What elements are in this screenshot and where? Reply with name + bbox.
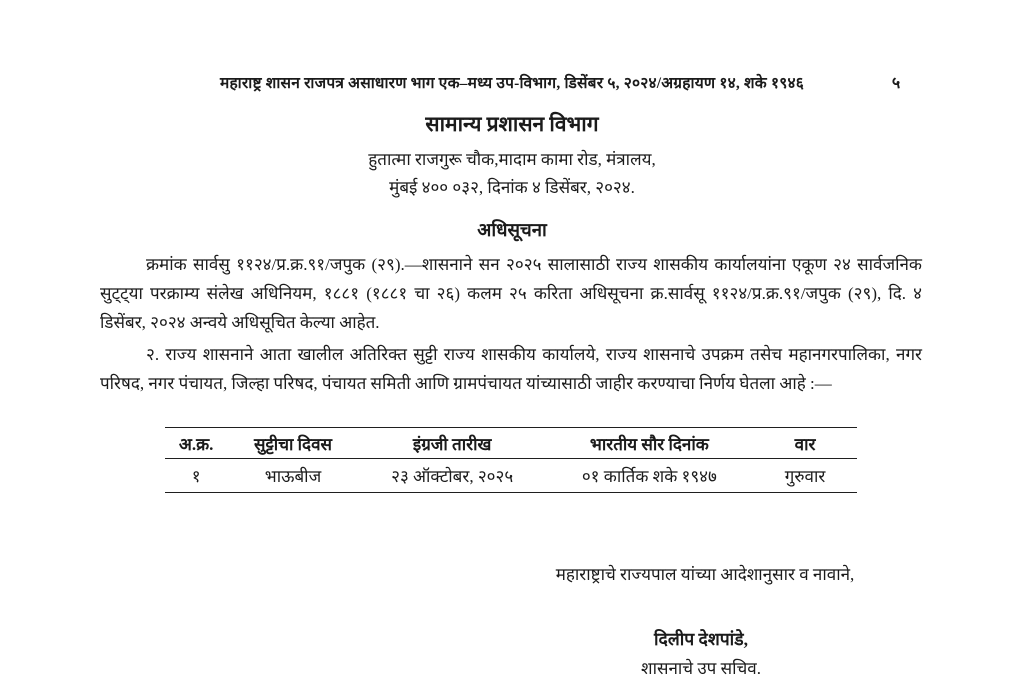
department-heading: सामान्य प्रशासन विभाग [425, 112, 599, 136]
gazette-masthead: महाराष्ट्र शासन राजपत्र असाधारण भाग एक–मध्य उप-विभाग, डिसेंबर ५, २०२४/अग्रहायण १४, शके १९४६ [219, 75, 804, 92]
cell-weekday: गुरुवार [784, 467, 826, 486]
address-line-2: मुंबई ४०० ०३२, दिनांक ४ डिसेंबर, २०२४. [389, 178, 635, 197]
table-header-row [165, 428, 857, 459]
header-english-date: इंग्रजी तारीख [359, 428, 546, 459]
cell-indian-solar-date: ०१ कार्तिक शके १९४७ [581, 467, 717, 486]
notification-paragraph-2: २. राज्य शासनाने आता खालील अतिरिक्त सुट्टी राज्य शासकीय कार्यालये, राज्य शासनाचे उपक्रम तसेच महानगरपालिका, नगर परिषद, नगर पंचायत, जिल्हा परिषद, पंचायत समिती आणि ग्रामपंचायत यांच्यासाठी जाहीर करण्याचा निर्णय घेतला आहे :— [100, 345, 922, 393]
signatory-name: दिलीप देशपांडे, [654, 629, 748, 649]
cell-serial-number: १ [191, 467, 201, 486]
holiday-table-header [165, 428, 857, 459]
page-number: ५ [891, 75, 901, 92]
notification-title: अधिसूचना [477, 221, 547, 241]
table-row [165, 459, 857, 493]
notification-paragraph-1: क्रमांक सार्वसु ११२४/प्र.क्र.९१/जपुक (२९).—शासनाने सन २०२५ सालासाठी राज्य शासकीय कार्यालयांना एकूण २४ सार्वजनिक सुट्ट्या परक्राम्य संलेख अधिनियम, १८८१ (१८८१ चा २६) कलम २५ करिता अधिसूचना क्र.सार्वसू ११२४/प्र.क्र.९१/जपुक (२९), दि. ४ डिसेंबर, २०२४ अन्वये अधिसूचित केल्या आहेत. [100, 255, 922, 332]
header-holiday-name: सुट्टीचा दिवस [227, 428, 358, 459]
holiday-table-body [165, 459, 857, 493]
signatory-designation: शासनाचे उप सचिव. [641, 659, 761, 678]
header-indian-solar-date: भारतीय सौर दिनांक [546, 428, 754, 459]
header-weekday: वार [753, 428, 857, 459]
header-serial-number: अ.क्र. [165, 428, 227, 459]
cell-english-date: २३ ऑक्टोबर, २०२५ [391, 467, 514, 486]
by-order-line: महाराष्ट्राचे राज्यपाल यांच्या आदेशानुसार व नावाने, [555, 565, 855, 584]
cell-holiday-name: भाऊबीज [264, 467, 322, 486]
address-line-1: हुतात्मा राजगुरू चौक,मादाम कामा रोड, मंत्रालय, [368, 150, 656, 169]
holiday-table [165, 427, 857, 493]
